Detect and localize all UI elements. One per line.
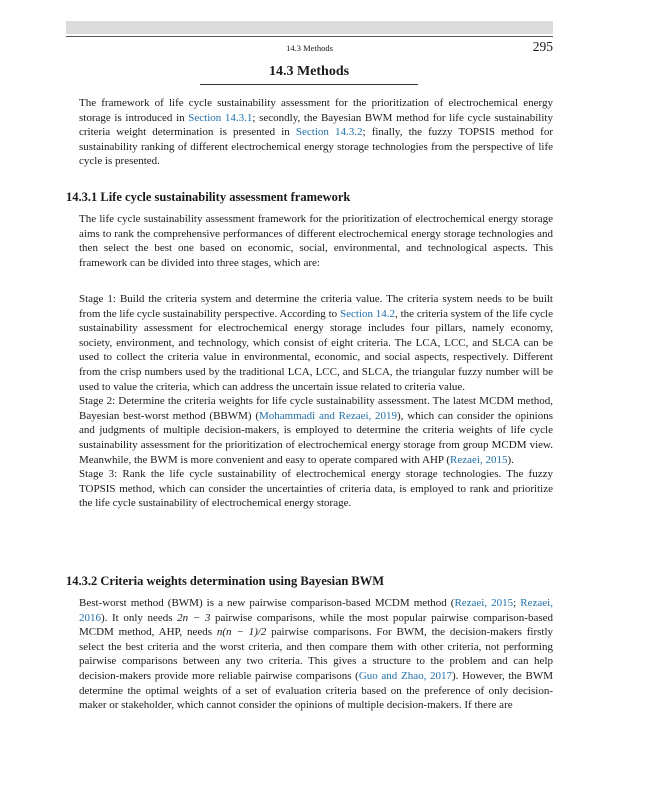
bwm-text-6: ). However, the BWM determine the optimal weights of a set of evaluation criteria based on the preference of only decision-maker or stakeholder, which cannot consider the opinions of multiple decision-makers. If there are [79, 669, 553, 712]
bwm-text-3: ). It only needs [101, 611, 178, 624]
framework-paragraph: The life cycle sustainability assessment framework for the prioritization of electrochemical energy storage aims to rank the comprehensive performances of different electrochemical energy storage technologies and then select the best one based on economic, social, environmental, and technological aspects. This framework can be divided into three stages, which are: [79, 213, 553, 269]
subsection-title-14-3-2: 14.3.2 Criteria weights determination using Bayesian BWM [66, 574, 385, 588]
math-2n-minus-3: 2n − 3 [177, 611, 211, 624]
link-rezaei-2015[interactable]: Rezaei, 2015 [450, 453, 508, 466]
top-gray-bar [66, 21, 553, 34]
link-guo-zhao-2017[interactable]: Guo and Zhao, 2017 [358, 669, 452, 682]
stage-3: Stage 3: Rank the life cycle sustainability of electrochemical energy storage technologies. The fuzzy TOPSIS method, which can consider the uncertainties of criteria data, is employed to rank and prioritize the life cycle sustainability of electrochemical energy storage. [79, 468, 553, 510]
header-rule [66, 36, 553, 37]
section-title: 14.3 Methods [200, 64, 418, 85]
stage-2-text-c: ). [507, 453, 514, 466]
stage-1 [79, 292, 553, 394]
bwm-paragraph [79, 596, 553, 713]
stage-2-text-b: ), which can consider the opinions and judgments of multiple decision-makers, is employed to determine the criteria weights of life cycle sustainability assessment for the prioritization of electrochemical energy storage from group MCDM view. Meanwhile, the BWM is more convenient and easy to operate compared with AHP ( [79, 409, 553, 466]
link-section-14-3-1[interactable]: Section 14.3.1 [188, 111, 253, 124]
bwm-text-1: Best-worst method (BWM) is a new pairwise comparison-based MCDM method ( [79, 597, 455, 609]
bwm-text-4: pairwise comparisons, while the most popular pairwise comparison-based MCDM method, AHP, needs [79, 611, 553, 639]
link-rezaei-2015-b[interactable]: Rezaei, 2015 [454, 597, 514, 609]
link-section-14-2[interactable]: Section 14.2 [339, 307, 396, 320]
math-n-n-minus-1-over-2: n(n − 1)/2 [216, 626, 267, 639]
stage-1-text-b: , the criteria system of the life cycle sustainability assessment for electrochemical energy storage includes four pillars, namely economy, society, environment, and technology, which consist of eight criteria. The LCA, LCC, and SLCA can be used to collect the criteria value in environmental, economic, and social aspects, respectively. Different from the crisp numbers used by the traditional LCA, LCC, and SLCA, the triangular fuzzy number will be used to value the criteria, which can address the uncertain issue related to criteria value. [79, 307, 553, 393]
link-section-14-3-2[interactable]: Section 14.3.2 [295, 126, 363, 139]
bwm-text-2: ; [513, 597, 521, 609]
stage-1-text-a: Stage 1: Build the criteria system and determine the criteria value. The criteria system needs to be built from the life cycle sustainability perspective. According to [79, 293, 553, 320]
intro-text-1: The framework of life cycle sustainability assessment for the prioritization of electrochemical energy storage is introduced in [79, 97, 553, 124]
stage-2 [79, 394, 553, 467]
intro-paragraph [79, 96, 553, 169]
running-head [66, 40, 553, 56]
intro-text-2: ; secondly, the Bayesian BWM method for life cycle sustainability criteria weight determination is presented in [79, 111, 553, 139]
page-number: 295 [532, 39, 553, 54]
link-rezaei-2016[interactable]: Rezaei, 2016 [79, 597, 553, 624]
stages-list [79, 292, 553, 511]
stage-2-text-a: Stage 2: Determine the criteria weights for life cycle sustainability assessment. The latest MCDM method, Bayesian best-worst method (BBWM) ( [79, 395, 553, 422]
link-mohammadi-rezaei-2019[interactable]: Mohammadi and Rezaei, 2019 [259, 409, 398, 422]
subsection-title-14-3-1: 14.3.1 Life cycle sustainability assessment framework [66, 190, 351, 204]
running-title: 14.3 Methods [286, 43, 333, 53]
intro-text-3: ; finally, the fuzzy TOPSIS method for sustainability ranking of different electrochemical energy storage technologies from the perspective of life cycle is presented. [79, 126, 553, 168]
bwm-text-5: pairwise comparisons. For BWM, the decision-makers firstly select the best criteria and the worst criteria, and then compare them with other criteria, not performing pairwise comparisons between any two criteria. This gives a structure to the problem and can help decision-makers provide more reliable pairwise comparisons ( [79, 626, 554, 682]
